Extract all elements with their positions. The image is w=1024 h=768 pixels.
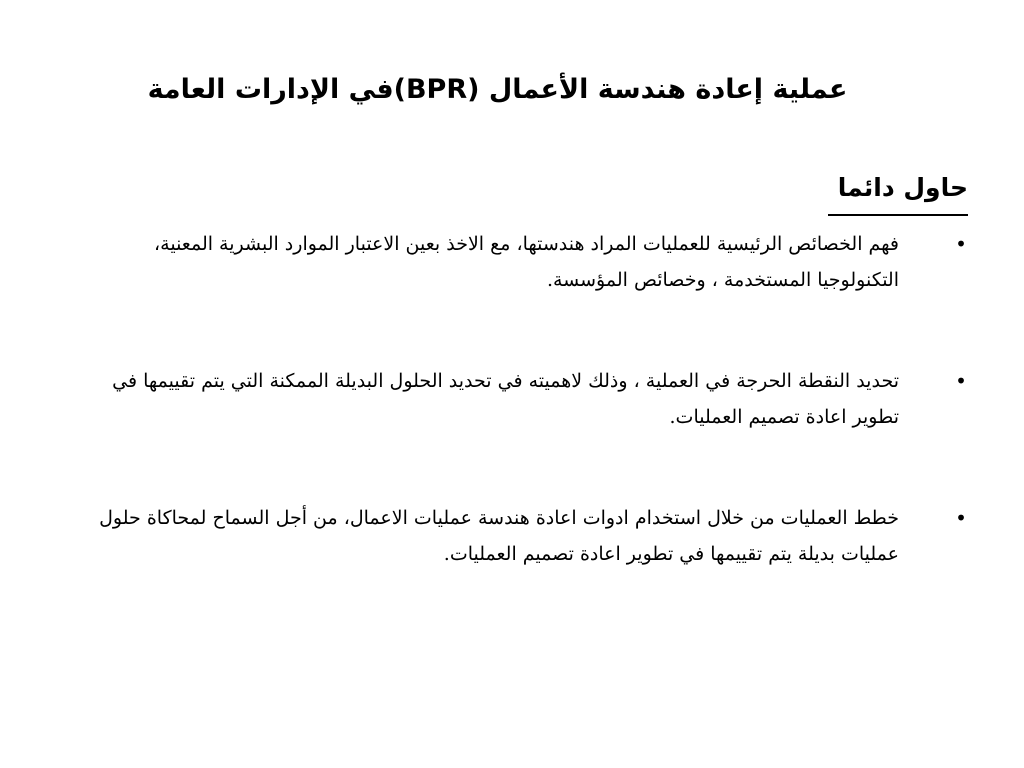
bullet-text: تحديد النقطة الحرجة في العملية ، وذلك لاهميته في تحديد الحلول البديلة الممكنة التي يتم تقييمها في تطوير اعادة تصميم العمليات.: [112, 370, 899, 428]
bullet-text: خطط العمليات من خلال استخدام ادوات اعادة هندسة عمليات الاعمال، من أجل السماح لمحاكاة حلول عمليات بديلة يتم تقييمها في تطوير اعادة تصميم العمليات.: [99, 507, 899, 565]
bullet-icon: •: [955, 369, 967, 393]
slide-title: عملية إعادة هندسة الأعمال (BPR)في الإدارات العامة: [147, 74, 848, 105]
bullet-text: فهم الخصائص الرئيسية للعمليات المراد هندستها، مع الاخذ بعين الاعتبار الموارد البشرية المعنية، التكنولوجيا المستخدمة ، وخصائص المؤسسة.: [154, 233, 899, 291]
bullet-list: [80, 226, 968, 572]
section-heading: حاول دائما: [828, 166, 968, 216]
bullet-item: [80, 226, 968, 298]
bullet-item: [80, 363, 968, 435]
bullet-icon: •: [955, 232, 967, 256]
bullet-item: [80, 500, 968, 572]
bullet-icon: •: [955, 506, 967, 530]
